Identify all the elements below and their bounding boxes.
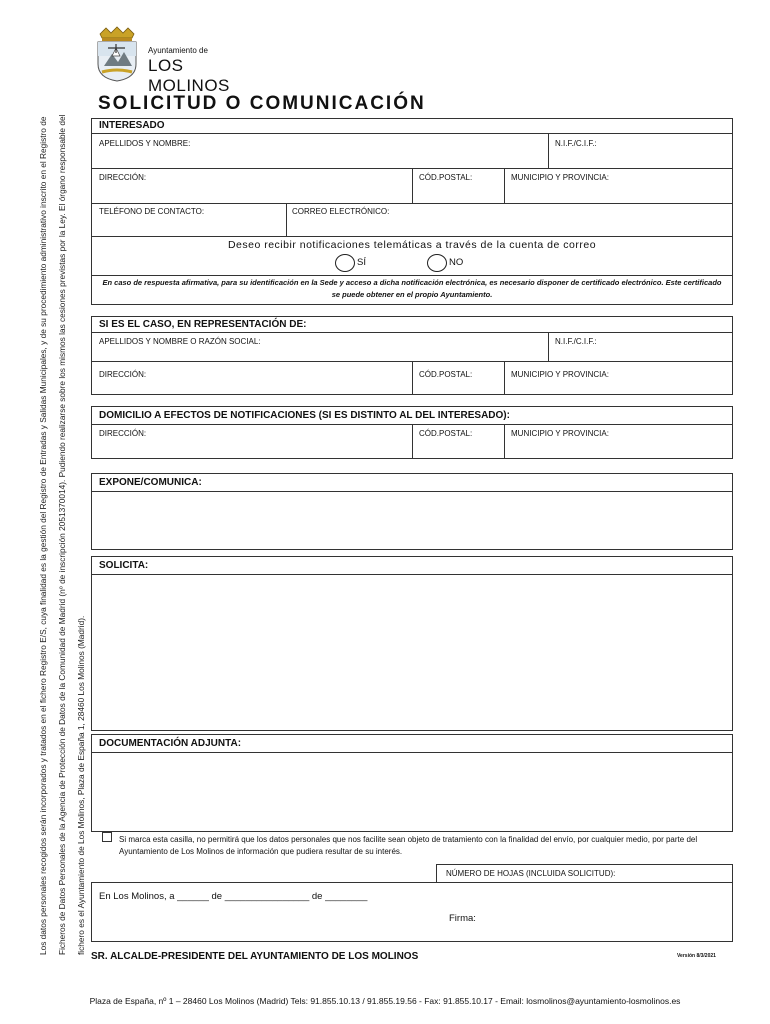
alcalde-addressee: SR. ALCALDE-PRESIDENTE DEL AYUNTAMIENTO DE LOS MOLINOS: [91, 951, 419, 962]
interesado-correo-label: CORREO ELECTRÓNICO:: [292, 207, 390, 216]
certificado-note: En caso de respuesta afirmativa, para su identificación en la Sede y acceso a dicha notificación electrónica, es necesario disponer de certificado electrónico. Este certificado se puede obtener en el propio Ayuntamiento.: [102, 278, 722, 299]
interesado-header: INTERESADO: [99, 120, 165, 131]
interesado-nombre-label: APELLIDOS Y NOMBRE:: [99, 139, 191, 148]
si-radio[interactable]: [335, 254, 355, 272]
domicilio-section: [91, 406, 733, 459]
domicilio-municipio-label: MUNICIPIO Y PROVINCIA:: [511, 429, 609, 438]
side-note-line-2: Ficheros de Datos Personales de la Agencia de Protección de Datos de la Comunidad de Madrid (nº de inscripción 2051370014). Pudiendo realizarse sobre los mismos las cesiones previstas por la Ley. El órgano responsable del: [57, 114, 67, 955]
ayuntamiento-logo: [94, 26, 254, 95]
representacion-header: SI ES EL CASO, EN REPRESENTACIÓN DE:: [99, 319, 307, 330]
solicita-textarea[interactable]: [92, 575, 732, 730]
representacion-section: [91, 316, 733, 395]
expone-header: EXPONE/COMUNICA:: [99, 477, 202, 488]
representacion-nombre-label: APELLIDOS Y NOMBRE O RAZÓN SOCIAL:: [99, 337, 261, 346]
numero-hojas-field[interactable]: [436, 864, 733, 883]
representacion-direccion-label: DIRECCIÓN:: [99, 370, 147, 379]
side-note-line-1: Los datos personales recogidos serán incorporados y tratados en el fichero Registro E/S, cuya finalidad es la gestión del Registro de Entradas y Salidas Municipales, y de su procedimiento administrativo inscrito en el Registro de: [38, 116, 48, 955]
solicita-header: SOLICITA:: [99, 560, 149, 571]
interesado-telefono-label: TELÉFONO DE CONTACTO:: [99, 207, 205, 216]
representacion-municipio-label: MUNICIPIO Y PROVINCIA:: [511, 370, 609, 379]
privacy-checkbox[interactable]: [102, 832, 112, 842]
expone-section: [91, 473, 733, 550]
solicita-section: [91, 556, 733, 731]
coat-of-arms-icon: [94, 26, 140, 82]
no-label: NO: [449, 257, 464, 268]
fecha-firma-section: [91, 882, 733, 942]
numero-hojas-label: NÚMERO DE HOJAS (INCLUIDA SOLICITUD):: [446, 869, 616, 878]
si-label: SÍ: [357, 257, 366, 268]
telematicas-question: Deseo recibir notificaciones telemáticas a través de la cuenta de correo: [227, 239, 597, 251]
domicilio-direccion-label: DIRECCIÓN:: [99, 429, 147, 438]
documentacion-header: DOCUMENTACIÓN ADJUNTA:: [99, 738, 242, 749]
firma-label: Firma:: [449, 913, 476, 924]
logo-big-text: LOS MOLINOS: [148, 56, 230, 95]
documentacion-section: [91, 734, 733, 832]
side-privacy-note: [8, 0, 98, 1024]
form-title: SOLICITUD O COMUNICACIÓN: [98, 93, 426, 114]
interesado-nif-label: N.I.F./C.I.F.:: [555, 139, 597, 148]
logo-small-text: Ayuntamiento de: [148, 46, 208, 55]
domicilio-cp-label: CÓD.POSTAL:: [419, 429, 473, 438]
interesado-direccion-label: DIRECCIÓN:: [99, 173, 147, 182]
interesado-cp-label: CÓD.POSTAL:: [419, 173, 473, 182]
representacion-cp-label: CÓD.POSTAL:: [419, 370, 473, 379]
representacion-nif-label: N.I.F./C.I.F.:: [555, 337, 597, 346]
no-radio[interactable]: [427, 254, 447, 272]
footer-address: Plaza de España, nº 1 – 28460 Los Molinos (Madrid) Tels: 91.855.10.13 / 91.855.19.56 - Fax: 91.855.10.17 - Email: losmolinos@ayuntamiento-losmolinos.es: [89, 996, 681, 1006]
interesado-municipio-label: MUNICIPIO Y PROVINCIA:: [511, 173, 609, 182]
documentacion-textarea[interactable]: [92, 753, 732, 831]
side-note-line-3: fichero es el Ayuntamiento de Los Molinos, Plaza de España 1, 28460 Los Molinos (Madrid).: [76, 615, 86, 955]
expone-textarea[interactable]: [92, 492, 732, 549]
fecha-line: En Los Molinos, a ______ de ________________ de ________: [99, 891, 368, 902]
domicilio-header: DOMICILIO A EFECTOS DE NOTIFICACIONES (SI ES DISTINTO AL DEL INTERESADO):: [99, 410, 510, 421]
privacy-text: Si marca esta casilla, no permitirá que los datos personales que nos facilite sean objeto de tratamiento con la finalidad del envío, por cualquier medio, por parte del Ayuntamiento de Los Molinos de información que pudiera resultar de su interés.: [119, 835, 698, 856]
version-label: Versión 8/3/2021: [677, 953, 716, 959]
